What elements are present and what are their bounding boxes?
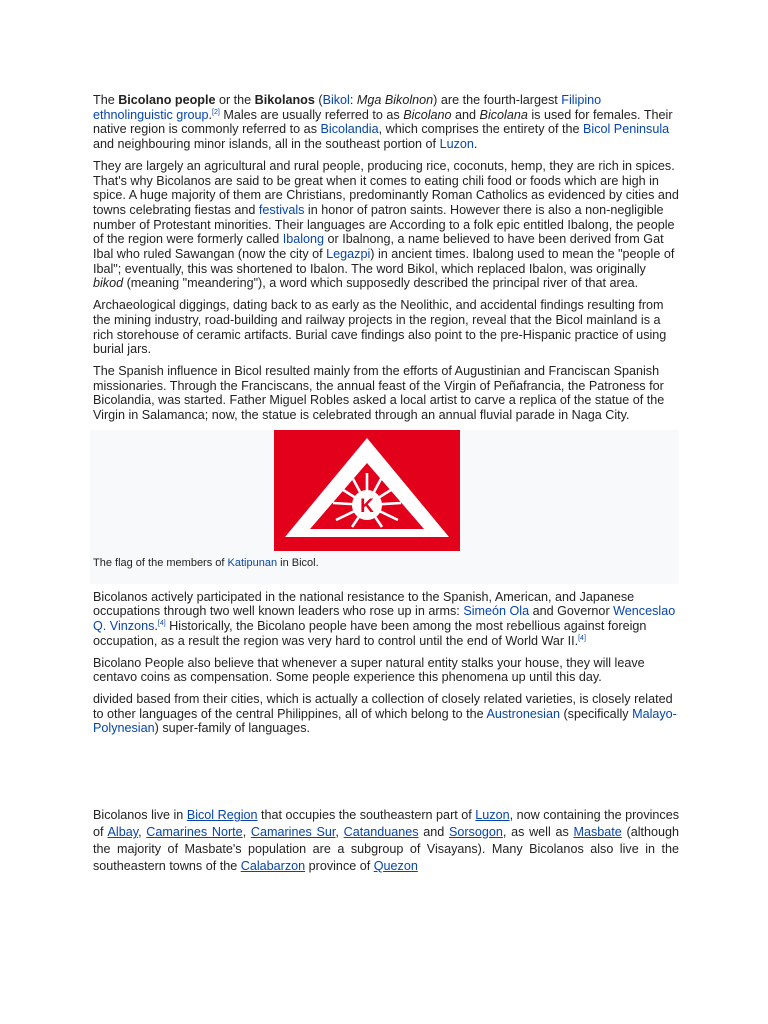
italic-term: bikod (93, 276, 124, 291)
link-quezon[interactable]: Quezon (373, 859, 418, 874)
link-camarines-norte[interactable]: Camarines Norte (146, 825, 243, 840)
text: ) in ancient times. Ibalong used to mean the "people of Ibal"; eventually, this was shortened to Ibalon. The word Bikol, which replaced Ibalon, was originally (93, 247, 675, 276)
text: in Bicol. (277, 556, 319, 569)
citation-link[interactable]: [2] (212, 108, 220, 116)
link-malayo-polynesian[interactable]: Malayo-Polynesian (93, 706, 677, 736)
italic-term: Mga Bikolnon (356, 93, 434, 107)
link-katipunan[interactable]: Katipunan (227, 556, 278, 569)
text: : (349, 93, 357, 107)
link-bicol-region[interactable]: Bicol Region (186, 808, 258, 823)
text: Bicolanos live in (93, 808, 187, 823)
link-bikol[interactable]: Bikol (322, 93, 350, 107)
katipunan-flag-svg (274, 430, 460, 551)
text: (specifically (559, 706, 633, 721)
text: and (451, 107, 480, 122)
text: , as well as (502, 825, 574, 840)
link-luzon[interactable]: Luzon (439, 137, 474, 152)
text: , now containing the provinces of (93, 808, 680, 840)
text: Historically, the Bicolano people have been among the most rebellious against foreign occupation, as a result the region was very hard to control until the end of World War II. (93, 619, 647, 648)
link-ibalong[interactable]: Ibalong (282, 232, 325, 247)
text: and neighbouring minor islands, all in the southeast portion of (93, 137, 440, 152)
link-festivals[interactable]: festivals (258, 202, 305, 217)
text: , which comprises the entirety of the (378, 122, 584, 137)
link-bicol-peninsula[interactable]: Bicol Peninsula (583, 122, 670, 137)
katipunan-flag-image[interactable] (274, 430, 460, 556)
link-wenceslao-vinzons[interactable]: Wenceslao Q. Vinzons (93, 604, 676, 634)
paragraph-geography (93, 807, 679, 875)
spacer (93, 743, 679, 807)
text: Males are usually referred to as (219, 107, 404, 122)
italic-term: Bicolano (403, 107, 452, 122)
paragraph-culture (93, 159, 679, 291)
flag-letter: K (360, 495, 374, 517)
link-legazpi[interactable]: Legazpi (326, 247, 371, 262)
link-simeon-ola[interactable]: Simeón Ola (463, 604, 530, 619)
text: in honor of patron saints. However there is also a non-negligible number of Protestant minorities. Their languages are According to a folk epic entitled Ibalong, the people of the region were formerly called (93, 202, 675, 247)
text: ( (314, 93, 323, 107)
text: is used for females. Their native region is commonly referred to as (93, 107, 673, 137)
text: or the (215, 93, 255, 107)
citation-link[interactable]: [4] (157, 619, 166, 627)
link-sorsogon[interactable]: Sorsogon (448, 825, 503, 840)
text: The flag of the members of (93, 556, 228, 569)
link-bicolandia[interactable]: Bicolandia (320, 122, 379, 137)
italic-term: Bicolana (479, 107, 528, 122)
text: or Ibalnong, a name believed to have been derived from Gat Ibal who ruled Sawangan (now the city of (93, 232, 664, 262)
text: , (138, 825, 147, 840)
text: (although the majority of Masbate's population are a subgroup of Visayans). Many Bicolanos also live in the southeastern towns of the (93, 825, 680, 874)
bold-term: Bicolano people (118, 93, 216, 107)
link-luzon[interactable]: Luzon (475, 808, 510, 823)
article-body (93, 93, 679, 882)
flag-figure (90, 430, 679, 584)
text: province of (305, 859, 374, 874)
text: that occupies the southeastern part of (257, 808, 476, 823)
text: and (418, 825, 449, 840)
link-filipino-ethnolinguistic-group[interactable]: Filipino ethnolinguistic group (93, 93, 602, 122)
paragraph-resistance (93, 590, 679, 649)
text: Bicolanos actively participated in the national resistance to the Spanish, American, and Japanese occupations through two well known leaders who rose up in arms: (93, 589, 635, 619)
paragraph-languages (93, 692, 679, 736)
text: . (154, 619, 158, 634)
text: ) are the fourth-largest (433, 93, 562, 107)
text: , (335, 825, 344, 840)
text: The (93, 93, 119, 107)
text: ) super-family of languages. (154, 721, 311, 736)
link-masbate[interactable]: Masbate (573, 825, 622, 840)
citation-link[interactable]: [4] (578, 634, 586, 642)
link-albay[interactable]: Albay (107, 825, 139, 840)
paragraph-spanish-influence: The Spanish influence in Bicol resulted mainly from the efforts of Augustinian and Franciscan Spanish missionaries. Through the Franciscans, the annual feast of the Virgin of Peñafrancia, the Patroness for Bicolandia, was started. Father Miguel Robles asked a local artist to carve a replica of the statue of the Virgin in Salamanca; now, the statue is celebrated through an annual fluvial parade in Naga City. (93, 363, 665, 423)
text: , (242, 825, 251, 840)
text: . (473, 137, 478, 152)
bold-term: Bikolanos (254, 93, 315, 107)
paragraph-beliefs: Bicolano People also believe that whenever a super natural entity stalks your house, they will leave centavo coins as compensation. Some people experience this phenomena up until this day. (93, 655, 645, 685)
text: . (208, 107, 213, 122)
link-camarines-sur[interactable]: Camarines Sur (250, 825, 336, 840)
paragraph-archaeology: Archaeological diggings, dating back to as early as the Neolithic, and accidental findings resulting from the mining industry, road-building and railway projects in the region, reveal that the Bicol mainland is a rich storehouse of ceramic artifacts. Burial cave findings also point to the pre-Hispanic practice of using burial jars. (93, 298, 667, 357)
text: and Governor (529, 604, 614, 619)
link-catanduanes[interactable]: Catanduanes (343, 825, 419, 840)
paragraph-intro (93, 93, 679, 152)
text: (meaning "meandering"), a word which supposedly described the principal river of that area. (123, 276, 639, 291)
text: They are largely an agricultural and rural people, producing rice, coconuts, hemp, they are rich in spices. That's why Bicolanos are said to be great when it comes to eating chili food or foods which are high in spice. A huge majority of them are Christians, predominantly Roman Catholics as evidenced by cities and towns celebrating fiestas and (93, 158, 679, 217)
link-austronesian[interactable]: Austronesian (486, 706, 560, 721)
link-calabarzon[interactable]: Calabarzon (240, 859, 306, 874)
text: divided based from their cities, which is actually a collection of closely related varieties, is closely related to other languages of the central Philippines, all of which belong to the (93, 691, 673, 721)
figure-caption (93, 557, 319, 570)
